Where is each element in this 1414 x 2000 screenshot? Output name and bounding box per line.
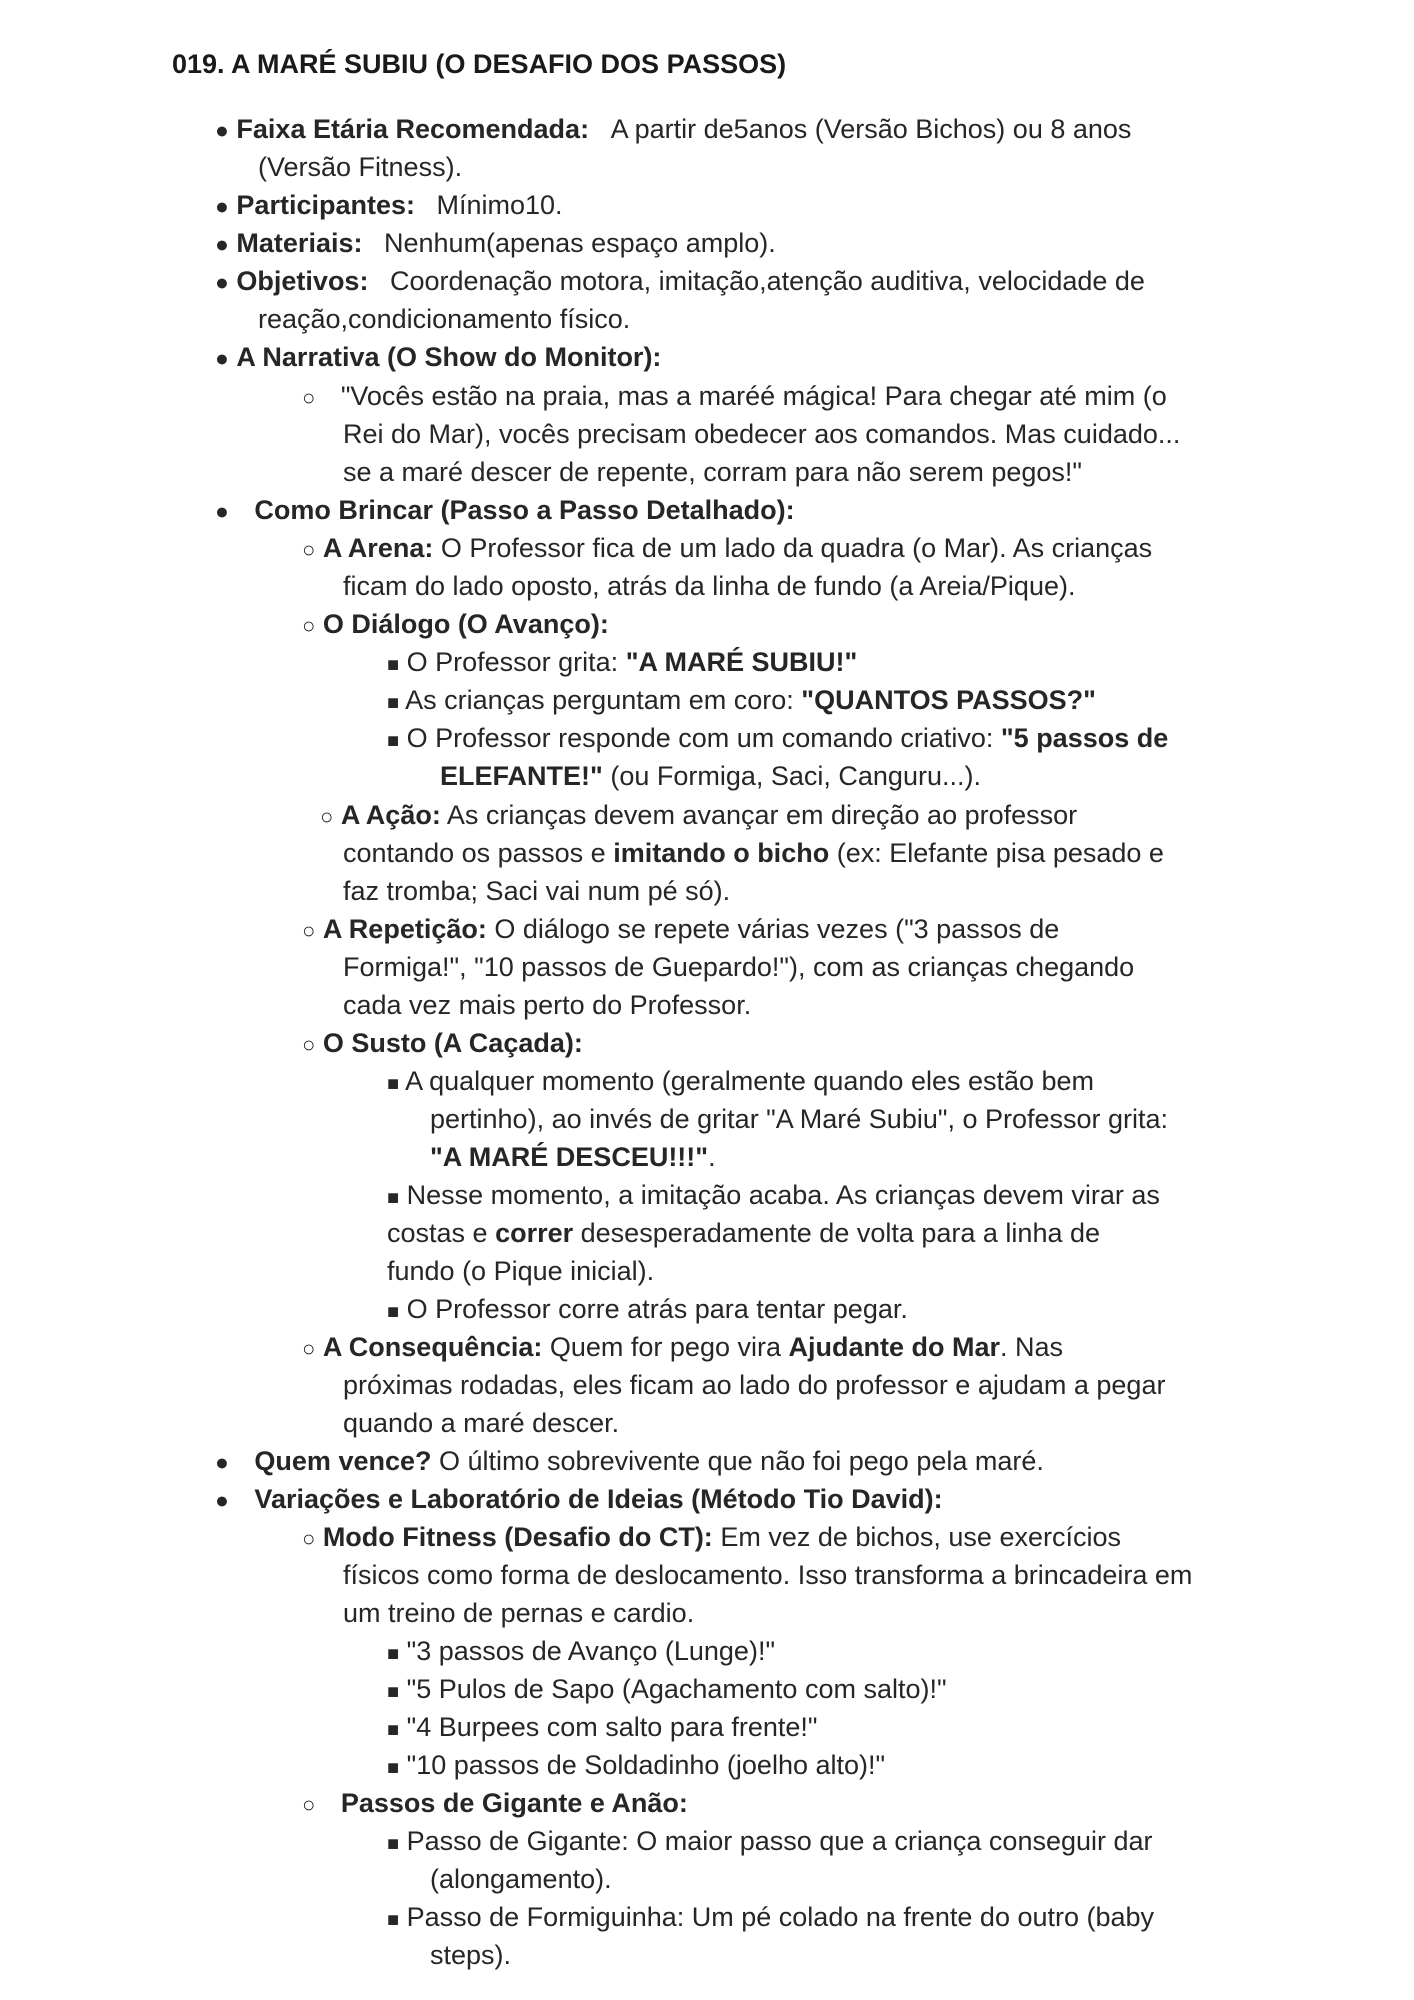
susto-subitem-1-cont: pertinho), ao invés de gritar "A Maré Subiu", o Professor grita:: [430, 1104, 1169, 1134]
circle-marker: ○: [302, 1032, 316, 1057]
susto-subitem-2: [387, 1176, 1160, 1214]
fitness-exercise-text: "5 Pulos de Sapo (Agachamento com salto)!": [406, 1674, 947, 1704]
narrativa-line-2: Rei do Mar), vocês precisam obedecer aos comandos. Mas cuidado...: [343, 419, 1181, 449]
faixa-etaria-item: [215, 110, 1131, 148]
repeticao-text: O diálogo se repete várias vezes ("3 passos de: [494, 914, 1060, 944]
dialogo-subitem-text: (ou Formiga, Saci, Canguru...).: [610, 761, 981, 791]
consequencia-text: . Nas: [1000, 1332, 1064, 1362]
susto-text-part: costas e: [387, 1218, 488, 1248]
narrativa-line-1: [302, 377, 1167, 415]
quem-vence-item: [215, 1442, 1044, 1480]
fitness-exercise-2: [387, 1670, 947, 1708]
square-marker: ■: [387, 1757, 400, 1779]
dialogo-label: O Diálogo (O Avanço):: [322, 609, 609, 639]
objetivos-text-cont: reação,condicionamento físico.: [258, 304, 631, 334]
bullet-marker: ●: [215, 1487, 229, 1513]
fitness-exercise-text: "3 passos de Avanço (Lunge)!": [406, 1636, 776, 1666]
susto-shout: "A MARÉ DESCEU!!!": [430, 1142, 709, 1172]
circle-marker: ○: [302, 1336, 316, 1361]
acao-text-part: contando os passos e: [343, 838, 606, 868]
circle-marker: ○: [302, 385, 316, 410]
susto-subitem-1: [387, 1062, 1094, 1100]
acao-item: [320, 796, 1077, 834]
susto-label: O Susto (A Caçada):: [322, 1028, 583, 1058]
repeticao-item: [302, 910, 1059, 948]
acao-text-cont: faz tromba; Saci vai num pé só).: [343, 876, 731, 906]
variacoes-label: Variações e Laboratório de Ideias (Método Tio David):: [254, 1484, 943, 1514]
gigante-item: [302, 1784, 688, 1822]
bullet-marker: ●: [215, 117, 229, 143]
dialogo-subitem-bold: "A MARÉ SUBIU!": [625, 647, 858, 677]
square-marker: ■: [387, 1833, 400, 1855]
dialogo-subitem-bold: "5 passos de: [1000, 723, 1169, 753]
faixa-etaria-text-cont: (Versão Fitness).: [258, 152, 463, 182]
fitness-exercise-text: "4 Burpees com salto para frente!": [406, 1712, 818, 1742]
susto-subitem-2-cont: [387, 1214, 1100, 1252]
acao-text: As crianças devem avançar em direção ao professor: [446, 800, 1078, 830]
participantes-item: [215, 186, 563, 224]
circle-marker: ○: [302, 1526, 316, 1551]
dialogo-item: [302, 605, 609, 643]
dialogo-subitem-text: As crianças perguntam em coro:: [405, 685, 794, 715]
gigante-subitem-2: [387, 1898, 1154, 1936]
participantes-text: Mínimo10.: [436, 190, 563, 220]
dialogo-subitem-1: [387, 643, 857, 681]
objetivos-item: [215, 262, 1145, 300]
fitness-exercise-1: [387, 1632, 775, 1670]
dialogo-subitem-text: O Professor grita:: [406, 647, 619, 677]
narrativa-text: "Vocês estão na praia, mas a maréé mágica! Para chegar até mim (o: [340, 381, 1167, 411]
square-marker: ■: [387, 1187, 400, 1209]
fitness-label: Modo Fitness (Desafio do CT):: [322, 1522, 713, 1552]
narrativa-label: A Narrativa (O Show do Monitor):: [236, 342, 662, 372]
narrativa-item: [215, 338, 661, 376]
bullet-marker: ●: [215, 498, 229, 524]
square-marker: ■: [387, 1643, 400, 1665]
consequencia-label: A Consequência:: [322, 1332, 543, 1362]
repeticao-label: A Repetição:: [322, 914, 487, 944]
objetivos-text: Coordenação motora, imitação,atenção auditiva, velocidade de: [389, 266, 1145, 296]
gigante-subitem-1: [387, 1822, 1153, 1860]
bullet-marker: ●: [215, 231, 229, 257]
susto-punct: .: [708, 1142, 716, 1172]
fitness-text-cont: um treino de pernas e cardio.: [343, 1598, 695, 1628]
square-marker: ■: [387, 1909, 400, 1931]
variacoes-item: [215, 1480, 943, 1518]
acao-text-part: (ex: Elefante pisa pesado e: [836, 838, 1164, 868]
acao-text-bold: imitando o bicho: [613, 838, 830, 868]
objetivos-label: Objetivos:: [236, 266, 369, 296]
materiais-label: Materiais:: [236, 228, 363, 258]
fitness-text: Em vez de bichos, use exercícios: [720, 1522, 1121, 1552]
dialogo-subitem-2: [387, 681, 1096, 719]
como-brincar-item: [215, 491, 795, 529]
como-brincar-label: Como Brincar (Passo a Passo Detalhado):: [254, 495, 795, 525]
faixa-etaria-text: A partir de5anos (Versão Bichos) ou 8 anos: [610, 114, 1132, 144]
circle-marker: ○: [320, 804, 334, 829]
acao-label: A Ação:: [340, 800, 441, 830]
arena-text-cont: ficam do lado oposto, atrás da linha de fundo (a Areia/Pique).: [343, 571, 1076, 601]
bullet-marker: ●: [215, 193, 229, 219]
gigante-subitem-text: Passo de Gigante: O maior passo que a criança conseguir dar: [406, 1826, 1153, 1856]
dialogo-subitem-3: [387, 719, 1168, 757]
circle-marker: ○: [302, 918, 316, 943]
susto-subitem-3: [387, 1290, 908, 1328]
faixa-etaria-label: Faixa Etária Recomendada:: [236, 114, 590, 144]
gigante-label: Passos de Gigante e Anão:: [340, 1788, 688, 1818]
susto-item: [302, 1024, 583, 1062]
bullet-marker: ●: [215, 345, 229, 371]
susto-subitem-text: A qualquer momento (geralmente quando eles estão bem: [405, 1066, 1095, 1096]
square-marker: ■: [387, 1719, 400, 1741]
square-marker: ■: [387, 692, 400, 714]
susto-subitem-1-cont: [430, 1138, 716, 1176]
bullet-marker: ●: [215, 269, 229, 295]
fitness-exercise-4: [387, 1746, 885, 1784]
fitness-item: [302, 1518, 1121, 1556]
susto-text-bold: correr: [495, 1218, 574, 1248]
square-marker: ■: [387, 1681, 400, 1703]
arena-label: A Arena:: [322, 533, 434, 563]
fitness-exercise-3: [387, 1708, 818, 1746]
susto-text-part: desesperadamente de volta para a linha de: [580, 1218, 1101, 1248]
dialogo-subitem-3-cont: [440, 757, 981, 795]
quem-vence-label: Quem vence?: [254, 1446, 432, 1476]
susto-subitem-2-cont: fundo (o Pique inicial).: [387, 1256, 655, 1286]
gigante-subitem-1-cont: (alongamento).: [430, 1864, 612, 1894]
acao-text-cont: [343, 834, 1164, 872]
narrativa-line-3: se a maré descer de repente, corram para não serem pegos!": [343, 457, 1082, 487]
consequencia-text: Quem for pego vira: [549, 1332, 781, 1362]
consequencia-text-cont: quando a maré descer.: [343, 1408, 620, 1438]
materiais-item: [215, 224, 776, 262]
gigante-subitem-text: Passo de Formiguinha: Um pé colado na frente do outro (baby: [406, 1902, 1155, 1932]
consequencia-item: [302, 1328, 1063, 1366]
susto-subitem-text: O Professor corre atrás para tentar pegar.: [406, 1294, 908, 1324]
square-marker: ■: [387, 654, 400, 676]
square-marker: ■: [387, 730, 400, 752]
consequencia-bold: Ajudante do Mar: [788, 1332, 1001, 1362]
circle-marker: ○: [302, 1792, 316, 1817]
fitness-text-cont: físicos como forma de deslocamento. Isso transforma a brincadeira em: [343, 1560, 1193, 1590]
bullet-marker: ●: [215, 1449, 229, 1475]
arena-text: O Professor fica de um lado da quadra (o Mar). As crianças: [440, 533, 1153, 563]
square-marker: ■: [387, 1073, 400, 1095]
circle-marker: ○: [302, 613, 316, 638]
consequencia-text-cont: próximas rodadas, eles ficam ao lado do professor e ajudam a pegar: [343, 1370, 1166, 1400]
materiais-text: Nenhum(apenas espaço amplo).: [384, 228, 776, 258]
gigante-subitem-2-cont: steps).: [430, 1940, 512, 1970]
circle-marker: ○: [302, 537, 316, 562]
fitness-exercise-text: "10 passos de Soldadinho (joelho alto)!": [406, 1750, 886, 1780]
dialogo-subitem-bold: "QUANTOS PASSOS?": [801, 685, 1096, 715]
dialogo-subitem-text: O Professor responde com um comando criativo:: [406, 723, 994, 753]
arena-item: [302, 529, 1152, 567]
repeticao-text-cont: cada vez mais perto do Professor.: [343, 990, 752, 1020]
dialogo-subitem-bold: ELEFANTE!": [440, 761, 603, 791]
susto-subitem-text: Nesse momento, a imitação acaba. As crianças devem virar as: [406, 1180, 1160, 1210]
repeticao-text-cont: Formiga!", "10 passos de Guepardo!"), com as crianças chegando: [343, 952, 1135, 982]
quem-vence-text: O último sobrevivente que não foi pego pela maré.: [439, 1446, 1044, 1476]
participantes-label: Participantes:: [236, 190, 415, 220]
square-marker: ■: [387, 1301, 400, 1323]
page-title: 019. A MARÉ SUBIU (O DESAFIO DOS PASSOS): [172, 49, 787, 79]
